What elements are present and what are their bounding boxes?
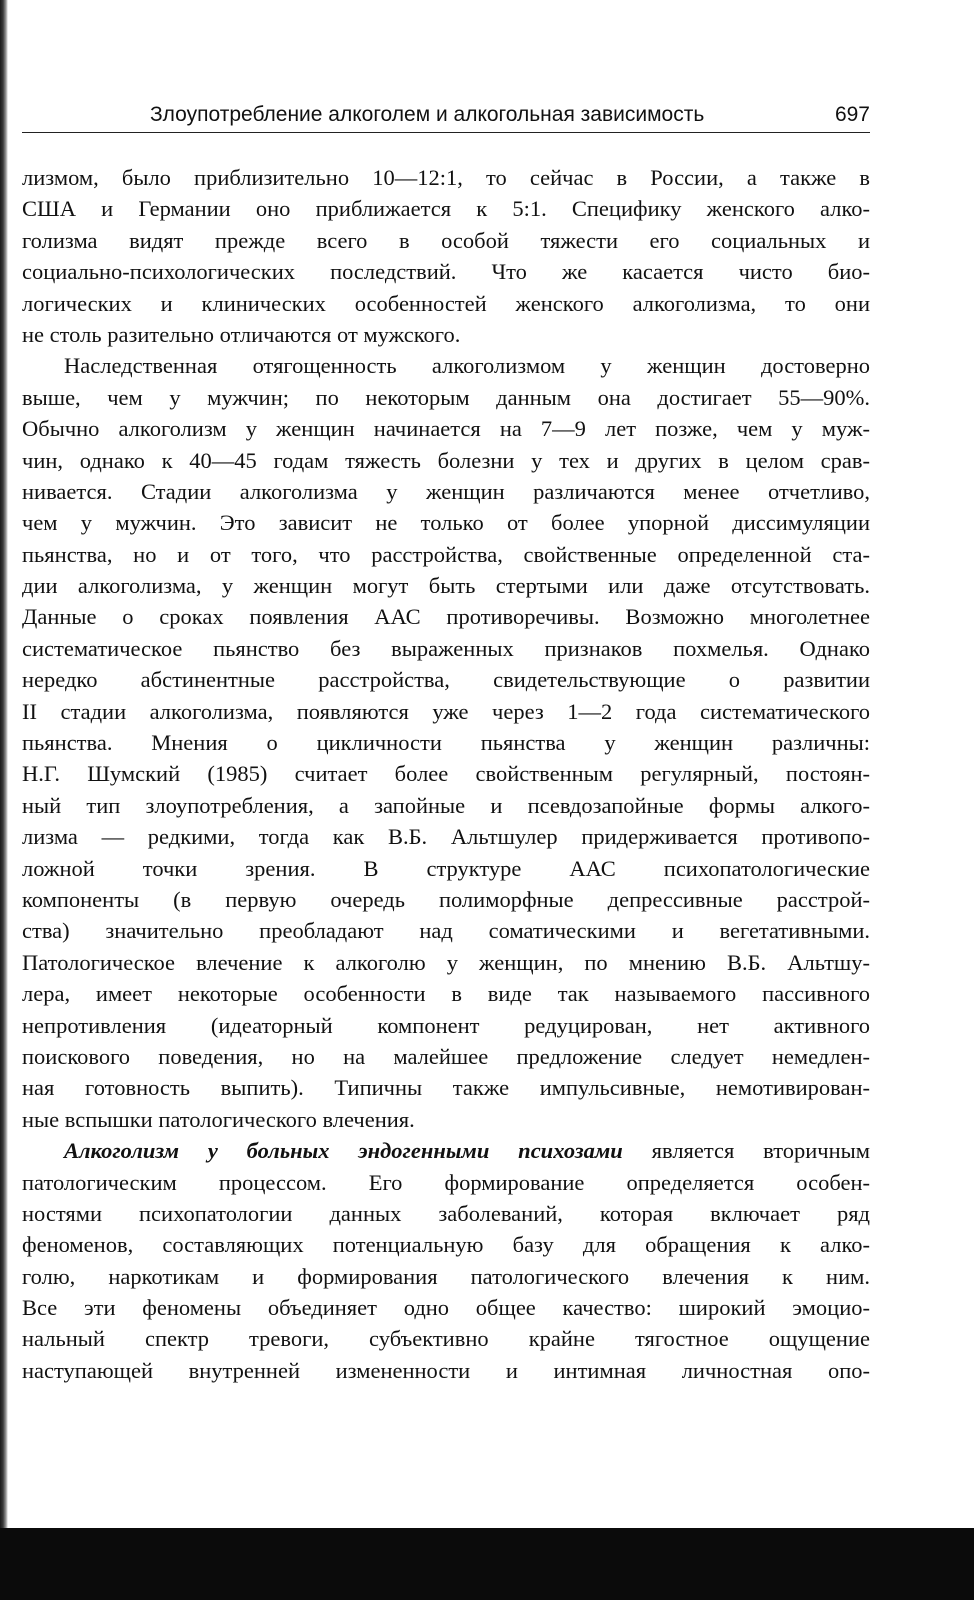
text-line: наступающей внутренней измененности и интимная личностная опо-	[22, 1357, 870, 1383]
text-line: ный тип злоупотребления, а запойные и псевдозапойные формы алкого-	[22, 792, 870, 818]
scan-left-edge-shadow	[0, 0, 8, 1600]
text-line: компоненты (в первую очередь полиморфные депрессивные расстрой-	[22, 886, 870, 912]
text-line: ложной точки зрения. В структуре ААС психопатологические	[22, 855, 870, 881]
text-line: Данные о сроках появления ААС противоречивы. Возможно многолетнее	[22, 604, 870, 630]
text-line: социально-психологических последствий. Что же касается чисто био-	[22, 259, 870, 285]
text-line: Обычно алкоголизм у женщин начинается на 7—9 лет позже, чем у муж-	[22, 416, 870, 442]
text-line: чин, однако к 40—45 годам тяжесть болезни у тех и других в целом срав-	[22, 447, 870, 473]
text-line: пьянства. Мнения о цикличности пьянства у женщин различны:	[22, 730, 870, 756]
text-line: II стадии алкоголизма, появляются уже через 1—2 года систематического	[22, 698, 870, 724]
text-line: ства) значительно преобладают над соматическими и вегетативными.	[22, 918, 870, 944]
text-line: выше, чем у мужчин; по некоторым данным она достигает 55—90%.	[22, 384, 870, 410]
text-line: лера, имеет некоторые особенности в виде так называемого пассивного	[22, 981, 870, 1007]
text-line-with-emphasis	[22, 1135, 870, 1166]
text-line: Н.Г. Шумский (1985) считает более свойственным регулярный, постоян-	[22, 761, 870, 787]
page-number: 697	[834, 103, 870, 126]
text-line-rest: является вторичным	[622, 1138, 870, 1164]
text-line: систематическое пьянство без выраженных признаков похмелья. Однако	[22, 635, 870, 661]
text-line: Патологическое влечение к алкоголю у женщин, по мнению В.Б. Альтшу-	[22, 949, 870, 975]
text-line: ные вспышки патологического влечения.	[22, 1106, 415, 1132]
scan-bottom-shadow	[0, 1528, 974, 1600]
text-line: голю, наркотикам и формирования патологического влечения к ним.	[22, 1263, 870, 1289]
body-text	[22, 162, 870, 1386]
text-line: дии алкоголизма, у женщин могут быть стертыми или даже отсутствовать.	[22, 573, 870, 599]
text-line: голизма видят прежде всего в особой тяжести его социальных и	[22, 227, 870, 253]
text-line: нивается. Стадии алкоголизма у женщин различаются менее отчетливо,	[22, 478, 870, 504]
text-line: нередко абстинентные расстройства, свидетельствующие о развитии	[22, 667, 870, 693]
text-line: пьянства, но и от того, что расстройства, свойственные определенной ста-	[22, 541, 870, 567]
text-line: лизмом, было приблизительно 10—12:1, то сейчас в России, а также в	[22, 165, 870, 190]
text-line: ная готовность выпить). Типичны также импульсивные, немотивирован-	[22, 1075, 870, 1101]
text-line: нальный спектр тревоги, субъективно крайне тягостное ощущение	[22, 1326, 870, 1352]
running-header	[22, 98, 870, 133]
text-line: США и Германии оно приближается к 5:1. Специфику женского алко-	[22, 196, 870, 222]
text-line: Все эти феномены объединяет одно общее качество: широкий эмоцио-	[22, 1295, 870, 1321]
text-line: непротивления (идеаторный компонент редуцирован, нет активного	[22, 1012, 870, 1038]
text-line: патологическим процессом. Его формирование определяется особен-	[22, 1169, 870, 1195]
text-line: чем у мужчин. Это зависит не только от более упорной диссимуляции	[22, 510, 870, 536]
text-line: ностями психопатологии данных заболеваний, которая включает ряд	[22, 1200, 870, 1226]
running-title: Злоупотребление алкоголем и алкогольная зависимость	[150, 103, 705, 126]
text-line: не столь разительно отличаются от мужского.	[22, 321, 461, 347]
text-line: поискового поведения, но на малейшее предложение следует немедлен-	[22, 1043, 870, 1069]
text-line: лизма — редкими, тогда как В.Б. Альтшулер придерживается противопо-	[22, 824, 870, 850]
emphasized-term: Алкоголизм у больных эндогенными психозами	[64, 1138, 623, 1164]
text-line: Наследственная отягощенность алкоголизмом у женщин достоверно	[64, 353, 870, 379]
text-line: феноменов, составляющих потенциальную базу для обращения к алко-	[22, 1232, 870, 1258]
text-line: логических и клинических особенностей женского алкоголизма, то они	[22, 290, 870, 316]
